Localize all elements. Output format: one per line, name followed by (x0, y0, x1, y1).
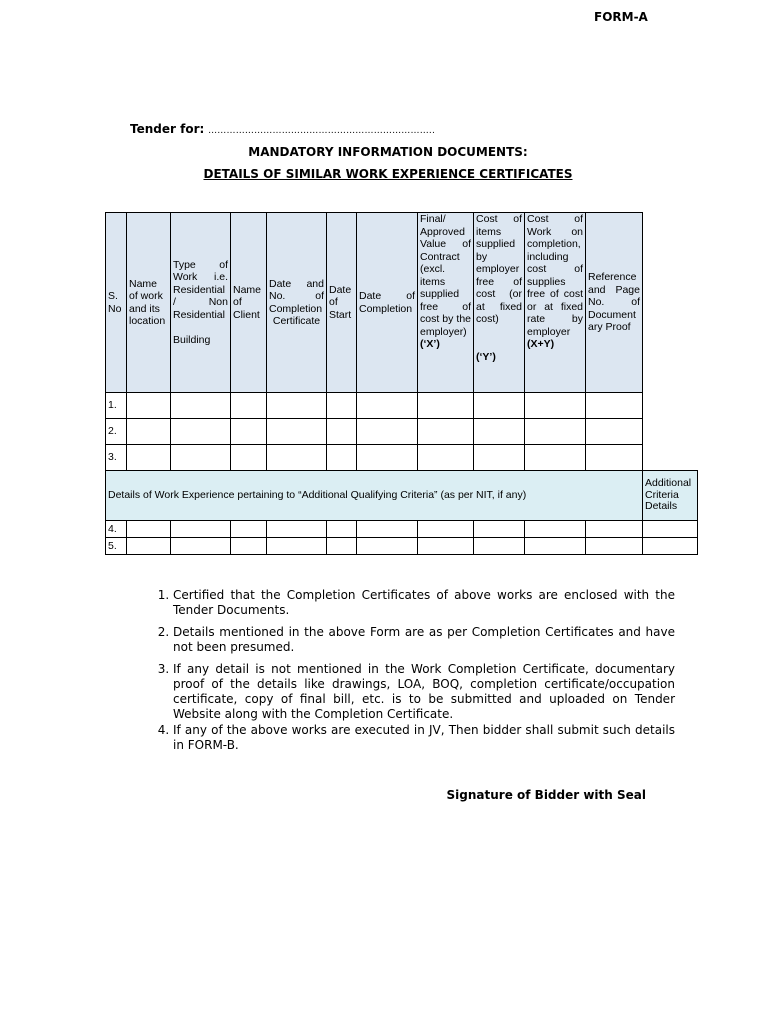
table-row (106, 419, 698, 445)
header-final-value: Final/ Approved Value of Contract (excl. items supplied free of cost by the employer) (‘X’) (418, 213, 474, 393)
header-final-value-mark: (‘X’) (420, 338, 440, 350)
table-row (106, 445, 698, 471)
signature-label: Signature of Bidder with Seal (446, 788, 646, 802)
row-number: 4. (106, 521, 127, 538)
heading-mandatory: MANDATORY INFORMATION DOCUMENTS: (248, 145, 528, 159)
additional-criteria-text: Details of Work Experience pertaining to “Additional Qualifying Criteria” (as per NIT, if any) (106, 471, 643, 521)
note-item: 1. Certified that the Completion Certificates of above works are enclosed with the Tender Documents. (173, 588, 675, 618)
header-type-of-work: Type of Work i.e. Residential / Non Residential Building (171, 213, 231, 393)
header-cost-work: Cost of Work on completion, including cost of supplies free of cost or at fixed rate by employer (X+Y) (525, 213, 586, 393)
header-date-no-certificate: Date and No. of Completion Certificate (267, 213, 327, 393)
header-reference: Reference and Page No. of Document ary Proof (586, 213, 643, 393)
table-row (106, 538, 698, 555)
header-sno: S. No (106, 213, 127, 393)
note-item: 3. If any detail is not mentioned in the Work Completion Certificate, documentary proof of the details like drawings, LOA, BOQ, completion certificate/occupation certificate, copy of final bill, etc. is to be submitted and uploaded on Tender Website along with the Completion Certificate. (173, 662, 675, 722)
row-number: 5. (106, 538, 127, 555)
row-number: 3. (106, 445, 127, 471)
work-experience-table (105, 212, 698, 555)
header-empty-cell (643, 213, 698, 393)
note-item: 2. Details mentioned in the above Form are as per Completion Certificates and have not been presumed. (173, 625, 675, 655)
heading-details: DETAILS OF SIMILAR WORK EXPERIENCE CERTIFICATES (203, 167, 573, 181)
form-label: FORM-A (594, 10, 648, 24)
additional-criteria-details: Additional Criteria Details (643, 471, 698, 521)
header-date-of-start: Date of Start (327, 213, 357, 393)
notes-list (145, 588, 675, 760)
table-row (106, 521, 698, 538)
header-type-building: Building (173, 333, 211, 346)
tender-for-label: Tender for: (130, 122, 205, 136)
header-name-of-client: Name of Client (231, 213, 267, 393)
table-row (106, 393, 698, 419)
tender-for-line (130, 122, 435, 136)
row-number: 2. (106, 419, 127, 445)
header-date-of-completion: Date of Completion (357, 213, 418, 393)
tender-for-blank: ……………………………………………………………….. (208, 126, 436, 136)
additional-criteria-row (106, 471, 698, 521)
row-number: 1. (106, 393, 127, 419)
header-cost-work-mark: (X+Y) (527, 338, 555, 350)
header-name-of-work: Name of work and its location (127, 213, 171, 393)
header-cost-items: Cost of items supplied by employer free of cost (or at fixed cost) (‘Y’) (474, 213, 525, 393)
note-item: 4. If any of the above works are executed in JV, Then bidder shall submit such details in FORM-B. (173, 723, 675, 753)
header-cost-items-mark: (‘Y’) (476, 350, 496, 363)
table-header-row (106, 213, 698, 393)
